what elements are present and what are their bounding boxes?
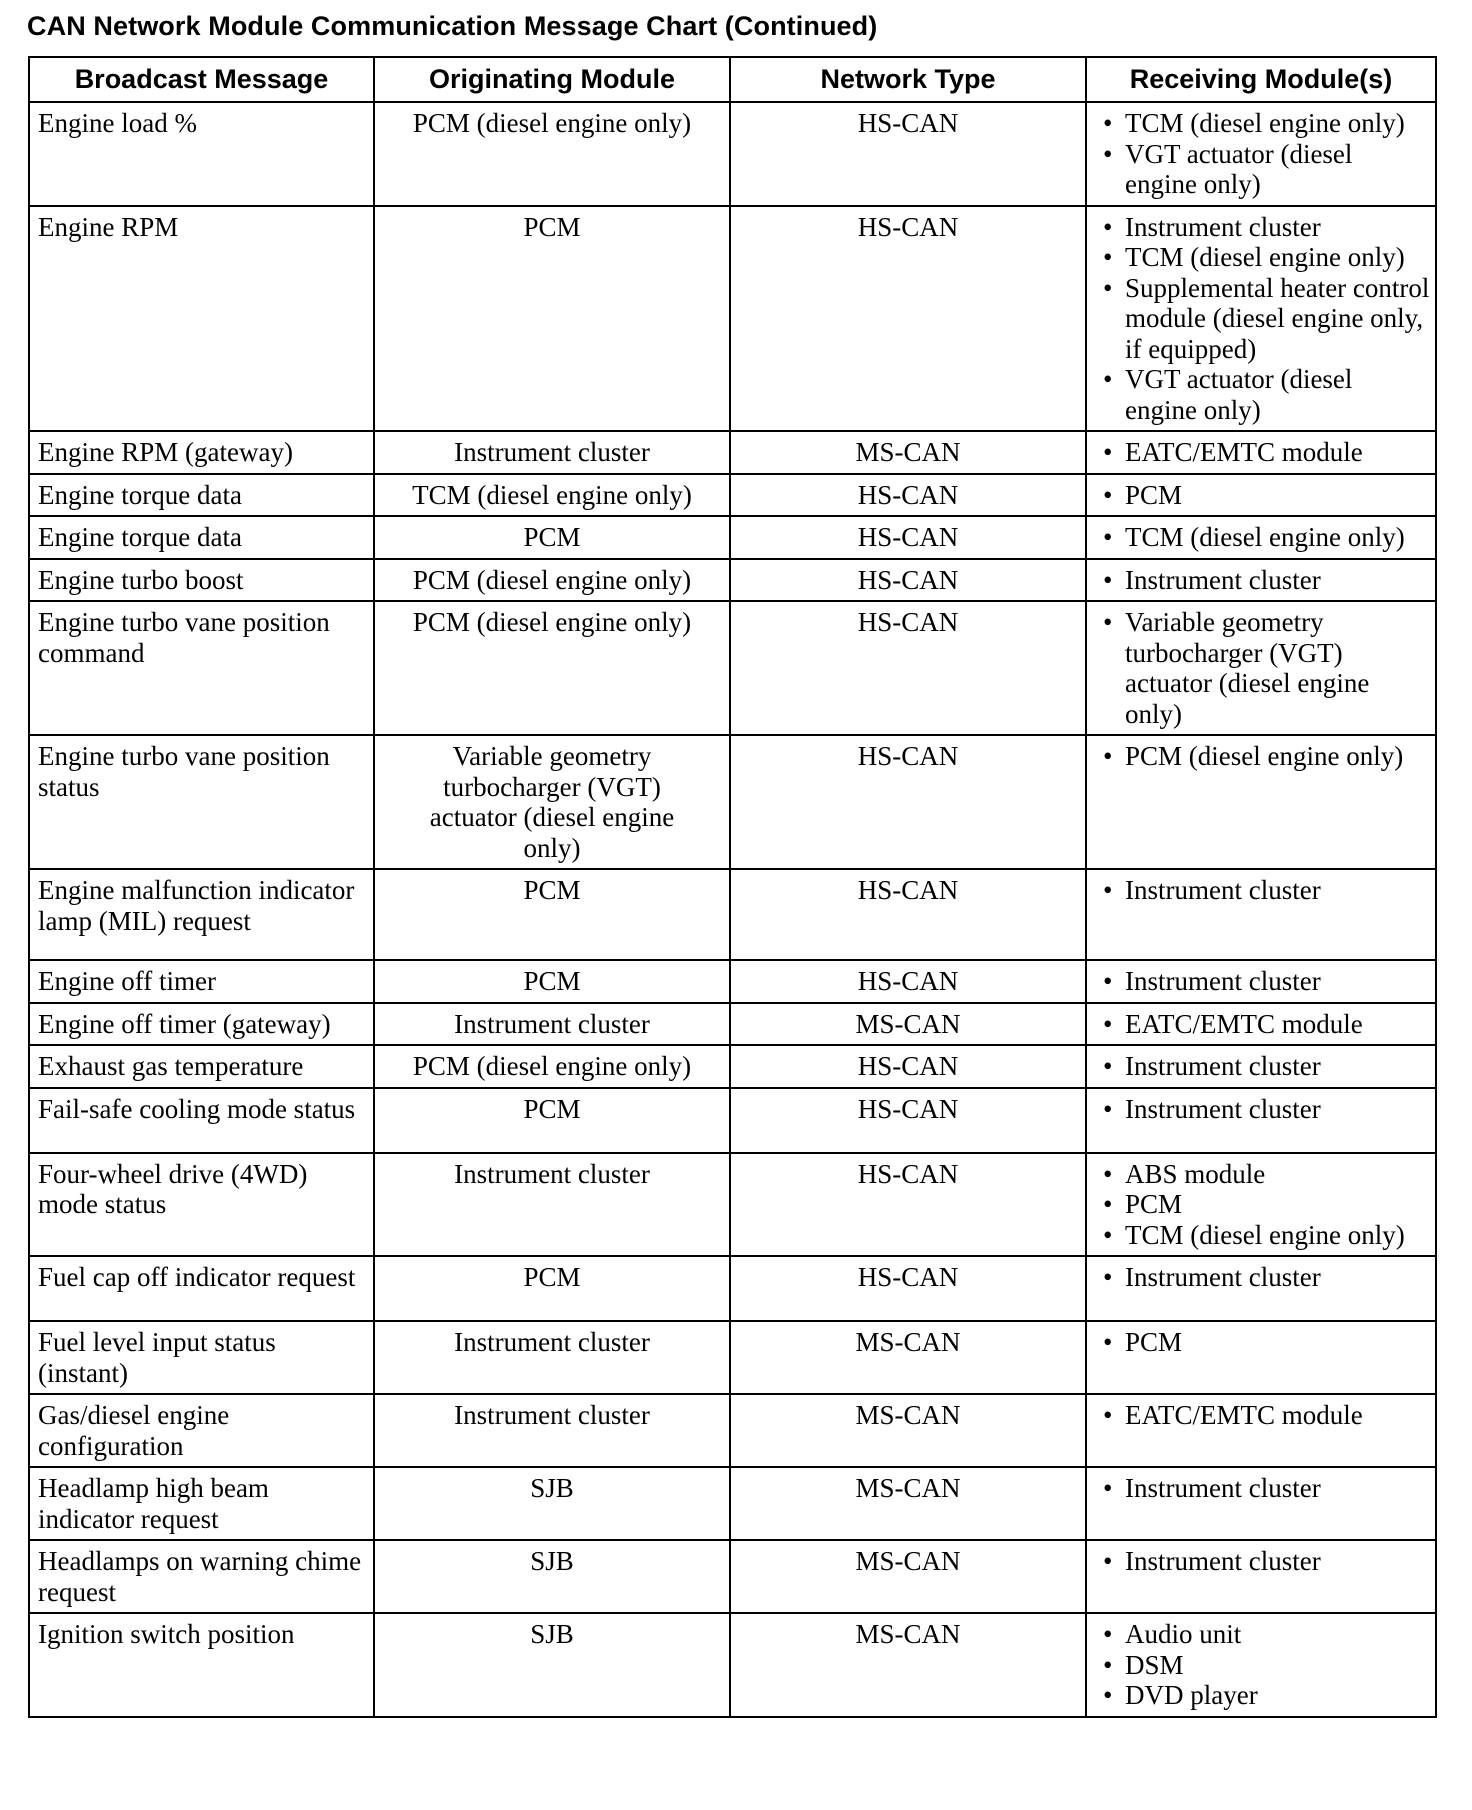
list-item: • ABS module [1097, 1159, 1431, 1190]
receiving-modules-list [1097, 875, 1431, 906]
receiving-modules-cell [1086, 960, 1436, 1003]
receiving-modules-cell [1086, 102, 1436, 206]
receiving-modules-cell [1086, 1540, 1436, 1613]
network-type-cell: MS-CAN [730, 1467, 1086, 1540]
table-row [29, 1321, 1436, 1394]
broadcast-message-cell: Engine RPM (gateway) [29, 431, 374, 474]
table-row [29, 735, 1436, 869]
list-item: • Audio unit [1097, 1619, 1431, 1650]
receiving-modules-cell [1086, 735, 1436, 869]
table-row [29, 1256, 1436, 1321]
network-type-cell: HS-CAN [730, 1045, 1086, 1088]
receiving-modules-list [1097, 607, 1431, 729]
broadcast-message-cell: Exhaust gas temperature [29, 1045, 374, 1088]
network-type-cell: HS-CAN [730, 735, 1086, 869]
receiving-modules-list [1097, 437, 1431, 468]
list-item: • PCM (diesel engine only) [1097, 741, 1431, 772]
receiving-modules-list [1097, 212, 1431, 426]
receiving-modules-list [1097, 1327, 1431, 1358]
list-item: • TCM (diesel engine only) [1097, 522, 1431, 553]
list-item: • Instrument cluster [1097, 565, 1431, 596]
broadcast-message-cell: Headlamps on warning chime request [29, 1540, 374, 1613]
broadcast-message-cell: Ignition switch position [29, 1613, 374, 1717]
network-type-cell: MS-CAN [730, 1321, 1086, 1394]
network-type-cell: MS-CAN [730, 1003, 1086, 1046]
broadcast-message-cell: Headlamp high beam indicator request [29, 1467, 374, 1540]
table-row [29, 1003, 1436, 1046]
originating-module-cell: Instrument cluster [374, 1321, 730, 1394]
network-type-cell: HS-CAN [730, 474, 1086, 517]
originating-module-cell: PCM (diesel engine only) [374, 1045, 730, 1088]
originating-module-cell: PCM (diesel engine only) [374, 601, 730, 735]
column-header-broadcast-message: Broadcast Message [29, 57, 374, 102]
network-type-cell: HS-CAN [730, 960, 1086, 1003]
page-title: CAN Network Module Communication Message Chart (Continued) [27, 11, 878, 41]
receiving-modules-cell [1086, 516, 1436, 559]
network-type-cell: MS-CAN [730, 1613, 1086, 1717]
list-item: • Instrument cluster [1097, 1051, 1431, 1082]
list-item: • Instrument cluster [1097, 1094, 1431, 1125]
broadcast-message-cell: Engine off timer [29, 960, 374, 1003]
list-item: • Supplemental heater control module (diesel engine only, if equipped) [1097, 273, 1431, 365]
originating-module-cell: SJB [374, 1467, 730, 1540]
message-chart-table [28, 56, 1437, 1718]
network-type-cell: HS-CAN [730, 559, 1086, 602]
list-item: • TCM (diesel engine only) [1097, 242, 1431, 273]
receiving-modules-list [1097, 1546, 1431, 1577]
originating-module-cell: Variable geometry turbocharger (VGT) actuator (diesel engine only) [374, 735, 730, 869]
column-header-receiving-modules: Receiving Module(s) [1086, 57, 1436, 102]
list-item: • PCM [1097, 1189, 1431, 1220]
table-row [29, 601, 1436, 735]
table-row [29, 1153, 1436, 1257]
network-type-cell: HS-CAN [730, 1088, 1086, 1153]
receiving-modules-list [1097, 1051, 1431, 1082]
originating-module-cell: PCM [374, 869, 730, 960]
receiving-modules-list [1097, 1400, 1431, 1431]
broadcast-message-cell: Engine RPM [29, 206, 374, 432]
receiving-modules-list [1097, 966, 1431, 997]
receiving-modules-cell [1086, 1153, 1436, 1257]
network-type-cell: HS-CAN [730, 601, 1086, 735]
broadcast-message-cell: Engine turbo boost [29, 559, 374, 602]
table-row [29, 1088, 1436, 1153]
originating-module-cell: PCM (diesel engine only) [374, 559, 730, 602]
receiving-modules-cell [1086, 1394, 1436, 1467]
list-item: • PCM [1097, 1327, 1431, 1358]
receiving-modules-list [1097, 480, 1431, 511]
receiving-modules-cell [1086, 1088, 1436, 1153]
list-item: • TCM (diesel engine only) [1097, 1220, 1431, 1251]
broadcast-message-cell: Engine off timer (gateway) [29, 1003, 374, 1046]
network-type-cell: HS-CAN [730, 869, 1086, 960]
originating-module-cell: Instrument cluster [374, 1153, 730, 1257]
list-item: • Instrument cluster [1097, 212, 1431, 243]
receiving-modules-list [1097, 1262, 1431, 1293]
receiving-modules-list [1097, 522, 1431, 553]
list-item: • Instrument cluster [1097, 875, 1431, 906]
receiving-modules-cell [1086, 1613, 1436, 1717]
broadcast-message-cell: Gas/diesel engine configuration [29, 1394, 374, 1467]
receiving-modules-list [1097, 108, 1431, 200]
list-item: • DVD player [1097, 1680, 1431, 1711]
list-item: • VGT actuator (diesel engine only) [1097, 364, 1431, 425]
broadcast-message-cell: Engine torque data [29, 474, 374, 517]
network-type-cell: HS-CAN [730, 1153, 1086, 1257]
originating-module-cell: PCM [374, 516, 730, 559]
receiving-modules-cell [1086, 1321, 1436, 1394]
receiving-modules-cell [1086, 431, 1436, 474]
list-item: • EATC/EMTC module [1097, 1009, 1431, 1040]
column-header-network-type: Network Type [730, 57, 1086, 102]
list-item: • Instrument cluster [1097, 1473, 1431, 1504]
list-item: • Instrument cluster [1097, 1262, 1431, 1293]
broadcast-message-cell: Fail-safe cooling mode status [29, 1088, 374, 1153]
broadcast-message-cell: Engine malfunction indicator lamp (MIL) request [29, 869, 374, 960]
table-row [29, 869, 1436, 960]
receiving-modules-cell [1086, 559, 1436, 602]
broadcast-message-cell: Fuel level input status (instant) [29, 1321, 374, 1394]
column-header-originating-module: Originating Module [374, 57, 730, 102]
network-type-cell: HS-CAN [730, 516, 1086, 559]
receiving-modules-list [1097, 1619, 1431, 1711]
list-item: • EATC/EMTC module [1097, 437, 1431, 468]
originating-module-cell: SJB [374, 1540, 730, 1613]
table-row [29, 102, 1436, 206]
receiving-modules-cell [1086, 1467, 1436, 1540]
network-type-cell: MS-CAN [730, 1394, 1086, 1467]
receiving-modules-cell [1086, 206, 1436, 432]
broadcast-message-cell: Fuel cap off indicator request [29, 1256, 374, 1321]
receiving-modules-list [1097, 741, 1431, 772]
list-item: • Instrument cluster [1097, 1546, 1431, 1577]
table-row [29, 1394, 1436, 1467]
broadcast-message-cell: Engine load % [29, 102, 374, 206]
originating-module-cell: PCM [374, 1088, 730, 1153]
broadcast-message-cell: Engine turbo vane position command [29, 601, 374, 735]
receiving-modules-cell [1086, 601, 1436, 735]
originating-module-cell: PCM [374, 206, 730, 432]
network-type-cell: MS-CAN [730, 1540, 1086, 1613]
table-header-row [29, 57, 1436, 102]
list-item: • VGT actuator (diesel engine only) [1097, 139, 1431, 200]
originating-module-cell: PCM [374, 1256, 730, 1321]
network-type-cell: HS-CAN [730, 206, 1086, 432]
table-row [29, 559, 1436, 602]
table-row [29, 474, 1436, 517]
list-item: • DSM [1097, 1650, 1431, 1681]
receiving-modules-list [1097, 1159, 1431, 1251]
receiving-modules-list [1097, 565, 1431, 596]
originating-module-cell: SJB [374, 1613, 730, 1717]
originating-module-cell: TCM (diesel engine only) [374, 474, 730, 517]
receiving-modules-list [1097, 1094, 1431, 1125]
table-row [29, 516, 1436, 559]
originating-module-cell: Instrument cluster [374, 1003, 730, 1046]
network-type-cell: HS-CAN [730, 1256, 1086, 1321]
receiving-modules-cell [1086, 869, 1436, 960]
receiving-modules-list [1097, 1009, 1431, 1040]
table-row [29, 1540, 1436, 1613]
receiving-modules-cell [1086, 1256, 1436, 1321]
receiving-modules-cell [1086, 474, 1436, 517]
originating-module-cell: PCM [374, 960, 730, 1003]
network-type-cell: MS-CAN [730, 431, 1086, 474]
receiving-modules-list [1097, 1473, 1431, 1504]
originating-module-cell: Instrument cluster [374, 1394, 730, 1467]
list-item: • Variable geometry turbocharger (VGT) actuator (diesel engine only) [1097, 607, 1431, 729]
list-item: • Instrument cluster [1097, 966, 1431, 997]
network-type-cell: HS-CAN [730, 102, 1086, 206]
table-row [29, 960, 1436, 1003]
table-row [29, 431, 1436, 474]
broadcast-message-cell: Engine turbo vane position status [29, 735, 374, 869]
table-row [29, 206, 1436, 432]
table-row [29, 1613, 1436, 1717]
table-row [29, 1467, 1436, 1540]
table-row [29, 1045, 1436, 1088]
broadcast-message-cell: Four-wheel drive (4WD) mode status [29, 1153, 374, 1257]
receiving-modules-cell [1086, 1003, 1436, 1046]
list-item: • TCM (diesel engine only) [1097, 108, 1431, 139]
broadcast-message-cell: Engine torque data [29, 516, 374, 559]
list-item: • EATC/EMTC module [1097, 1400, 1431, 1431]
list-item: • PCM [1097, 480, 1431, 511]
originating-module-cell: PCM (diesel engine only) [374, 102, 730, 206]
table-body [29, 102, 1436, 1717]
originating-module-cell: Instrument cluster [374, 431, 730, 474]
receiving-modules-cell [1086, 1045, 1436, 1088]
